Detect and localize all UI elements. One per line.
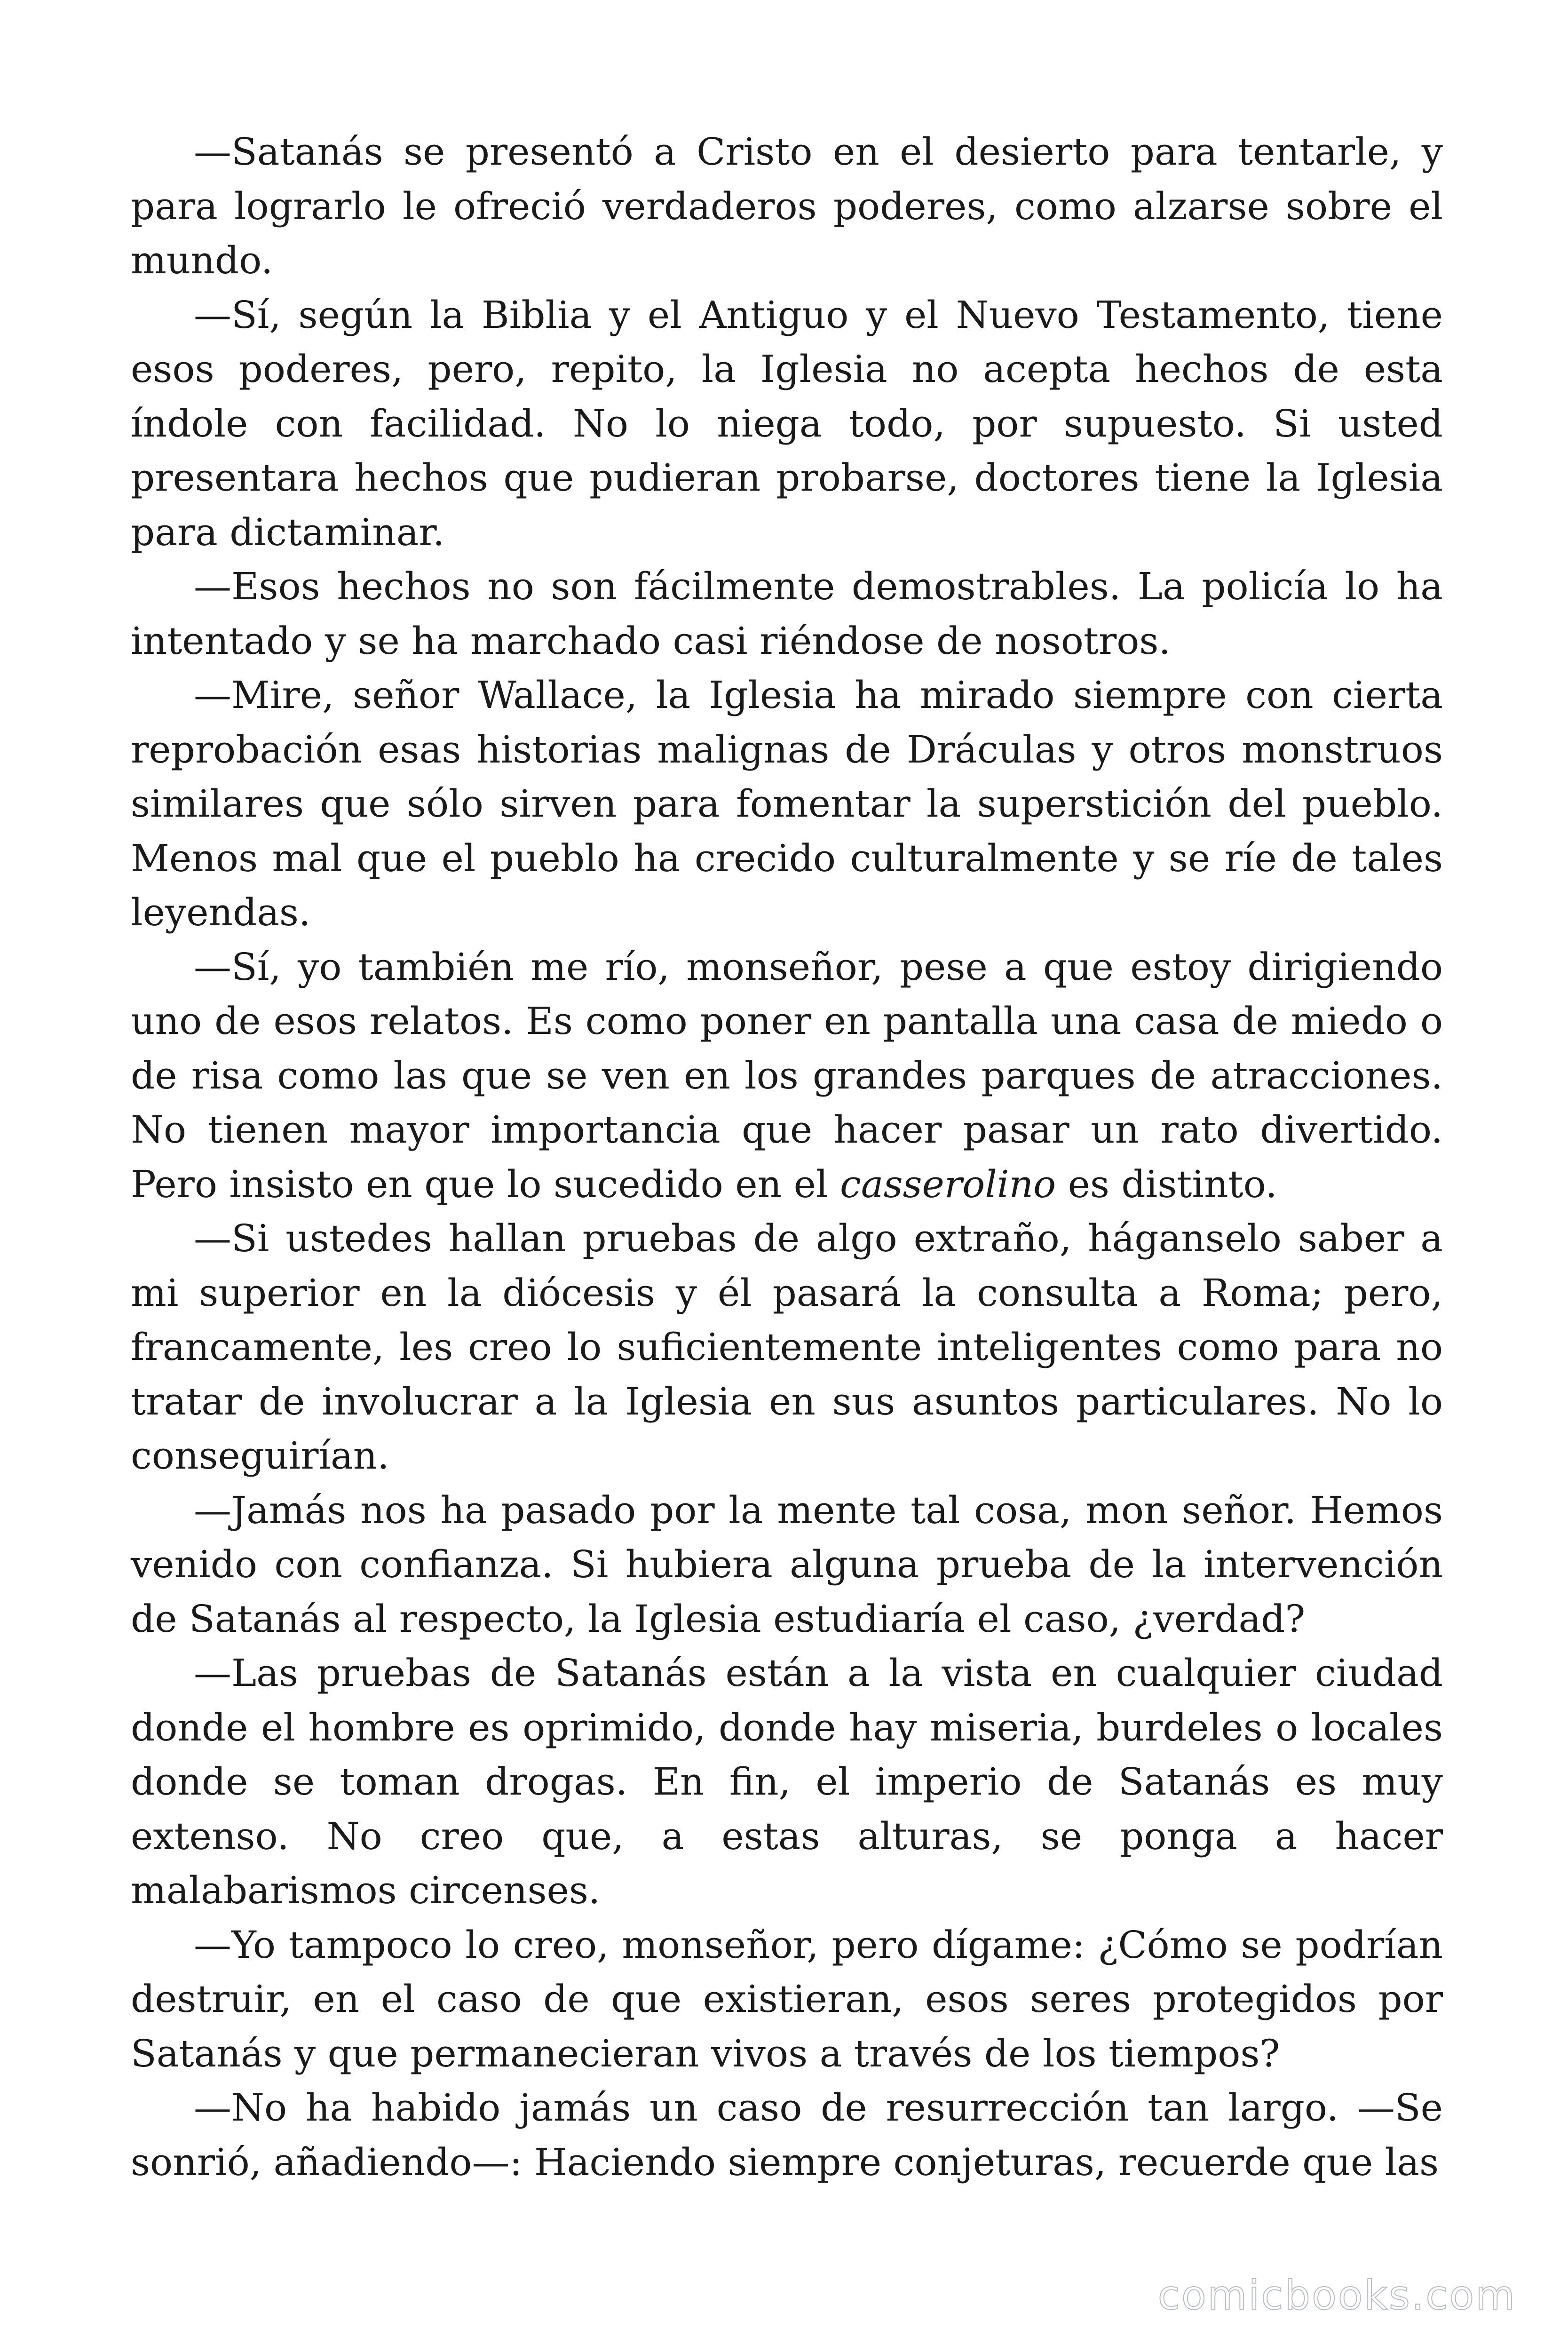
- paragraph: [131, 1918, 1443, 2081]
- text-segment: —Sí, yo también me río, monseñor, pese a que estoy dirigiendo uno de esos relatos. Es como poner en pantalla una casa de miedo o de risa como las que se ven en los grandes parques de atracciones. No tienen mayor importancia que hacer pasar un rato divertido. Pero insisto en que lo sucedido en el: [131, 945, 1443, 1206]
- text-segment: —Jamás nos ha pasado por la mente tal cosa, mon señor. Hemos venido con confianza. Si hubiera alguna prueba de la intervención de Satanás al respecto, la Iglesia estudiaría el caso, ¿verdad?: [131, 1488, 1443, 1641]
- paragraph: [131, 288, 1443, 560]
- paragraph: [131, 559, 1443, 668]
- watermark: comicbooks.com: [1157, 2272, 1516, 2319]
- page-text: [131, 125, 1443, 2189]
- text-segment: —Sí, según la Biblia y el Antiguo y el Nuevo Testamento, tiene esos poderes, pero, repito, la Iglesia no acepta hechos de esta índole con facilidad. No lo niega todo, por supuesto. Si usted presentara hechos que pudieran probarse, doctores tiene la Iglesia para dictaminar.: [131, 293, 1443, 554]
- text-segment: —Si ustedes hallan pruebas de algo extraño, háganselo saber a mi superior en la diócesis y él pasará la consulta a Roma; pero, francamente, les creo lo suficientemente inteligentes como para no tratar de involucrar a la Iglesia en sus asuntos particulares. No lo conseguirían.: [131, 1216, 1443, 1478]
- text-segment: —No ha habido jamás un caso de resurrección tan largo. —Se sonrió, añadiendo—: Haciendo siempre conjeturas, recuerde que las: [131, 2086, 1443, 2184]
- text-segment: —Mire, señor Wallace, la Iglesia ha mirado siempre con cierta reprobación esas historias malignas de Dráculas y otros monstruos similares que sólo sirven para fomentar la superstición del pueblo. Menos mal que el pueblo ha crecido culturalmente y se ríe de tales leyendas.: [131, 673, 1443, 934]
- paragraph: [131, 668, 1443, 940]
- paragraph: [131, 2081, 1443, 2189]
- paragraph: [131, 1211, 1443, 1483]
- paragraph: [131, 1483, 1443, 1646]
- paragraph: [131, 125, 1443, 288]
- paragraph-list: [131, 125, 1443, 2189]
- paragraph: [131, 1646, 1443, 1918]
- italic-text: casserolino: [839, 1162, 1056, 1206]
- text-segment: es distinto.: [1056, 1162, 1277, 1206]
- text-segment: —Yo tampoco lo creo, monseñor, pero dígame: ¿Cómo se podrían destruir, en el caso de que existieran, esos seres protegidos por Satanás y que permanecieran vivos a través de los tiempos?: [131, 1923, 1443, 2075]
- text-segment: —Satanás se presentó a Cristo en el desierto para tentarle, y para lograrlo le ofreció verdaderos poderes, como alzarse sobre el mundo.: [131, 130, 1443, 282]
- text-segment: —Las pruebas de Satanás están a la vista en cualquier ciudad donde el hombre es oprimido, donde hay miseria, burdeles o locales donde se toman drogas. En fin, el imperio de Satanás es muy extenso. No creo que, a estas alturas, se ponga a hacer malabarismos circenses.: [131, 1651, 1443, 1912]
- text-segment: —Esos hechos no son fácilmente demostrables. La policía lo ha intentado y se ha marchado casi riéndose de nosotros.: [131, 564, 1443, 663]
- paragraph: [131, 940, 1443, 1212]
